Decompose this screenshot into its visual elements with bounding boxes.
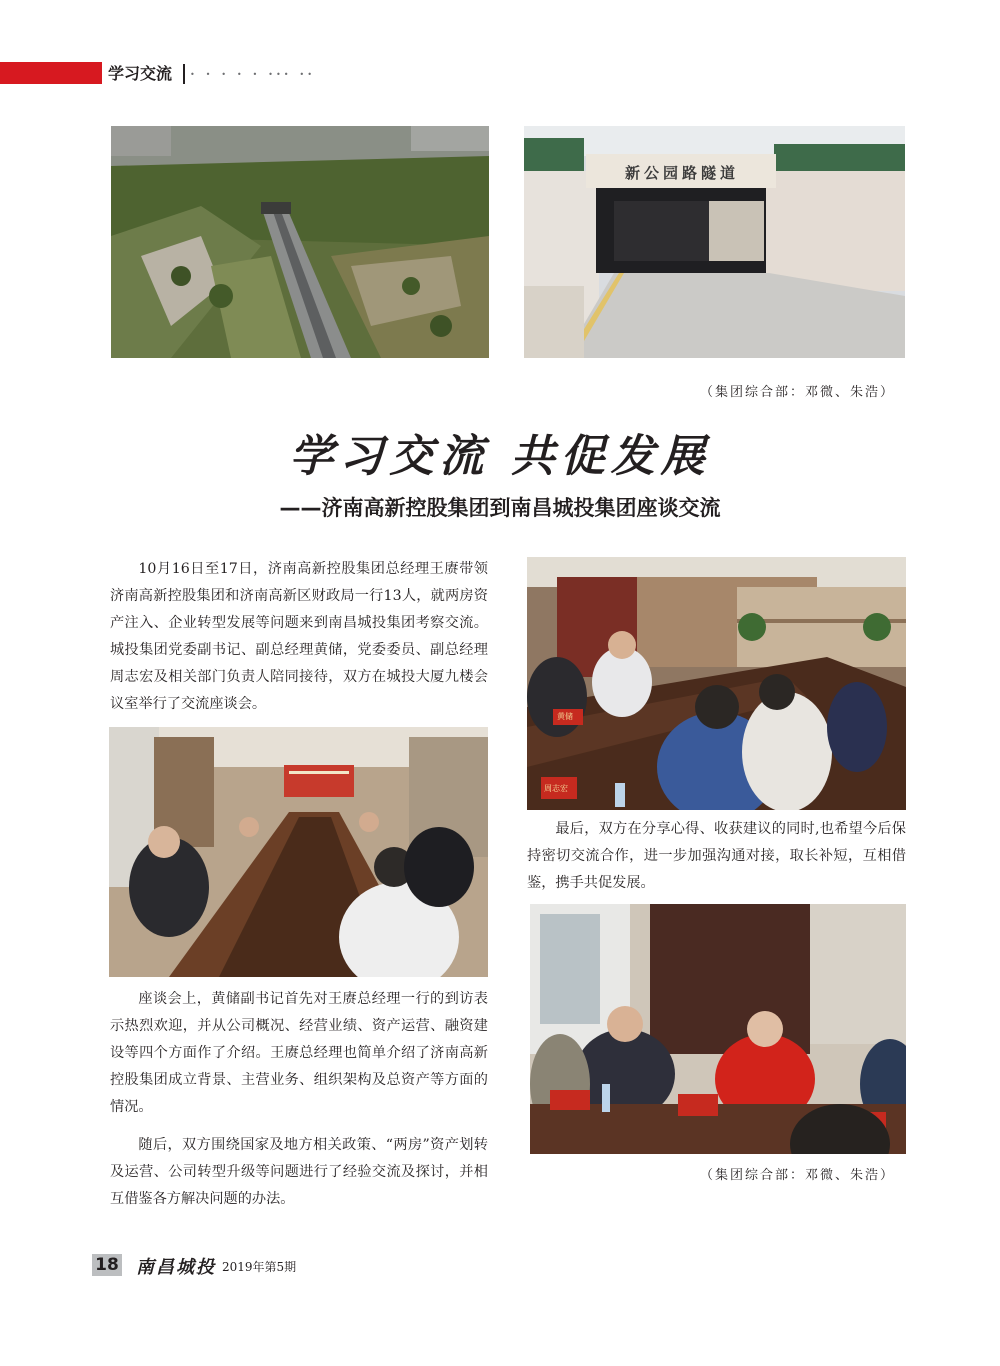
meeting-photo-right-bottom bbox=[530, 904, 906, 1154]
tunnel-sign-text: 新公园路隧道 bbox=[624, 164, 739, 182]
tunnel-photo-graphic bbox=[524, 126, 905, 358]
bottom-photo-caption: （集团综合部：邓微、朱浩） bbox=[700, 1168, 896, 1183]
section-title: 学习交流 bbox=[108, 64, 173, 83]
header-divider bbox=[183, 64, 185, 84]
article-subtitle: ——济南高新控股集团到南昌城投集团座谈交流 bbox=[279, 496, 721, 520]
meeting-photo-right-top-graphic bbox=[527, 557, 906, 810]
top-photo-caption: （集团综合部：邓微、朱浩） bbox=[700, 385, 896, 400]
nameplate-huang: 黄储 bbox=[557, 712, 573, 721]
meeting-photo-right-top bbox=[527, 557, 906, 810]
tunnel-photo bbox=[524, 126, 905, 358]
page-number: 18 bbox=[92, 1254, 122, 1276]
meeting-photo-right-bottom-graphic bbox=[530, 904, 906, 1154]
aerial-photo bbox=[111, 126, 489, 358]
meeting-photo-left bbox=[109, 727, 488, 977]
paragraph-intro: 10月16日至17日，济南高新控股集团总经理王赓带领济南高新控股集团和济南高新区财政局一行13人，就两房资产注入、企业转型发展等问题来到南昌城投集团考察交流。城投集团党委副书记、副总经理黄储，党委委员、副总经理周志宏及相关部门负责人陪同接待，双方在城投大厦九楼会议室举行了交流座谈会。 bbox=[110, 561, 488, 712]
header-dots: • • • • • ••• •• bbox=[190, 70, 316, 79]
meeting-photo-left-graphic bbox=[109, 727, 488, 977]
paragraph-conclusion: 最后，双方在分享心得、收获建议的同时,也希望今后保持密切交流合作，进一步加强沟通对接，取长补短，互相借鉴，携手共促发展。 bbox=[527, 821, 906, 891]
paragraph-discussion: 随后，双方围绕国家及地方相关政策、“两房”资产划转及运营、公司转型升级等问题进行了经验交流及探讨，并相互借鉴各方解决问题的办法。 bbox=[110, 1137, 488, 1207]
aerial-photo-graphic bbox=[111, 126, 489, 358]
header-red-bar bbox=[0, 62, 102, 84]
paragraph-meeting: 座谈会上，黄储副书记首先对王赓总经理一行的到访表示热烈欢迎，并从公司概况、经营业绩、资产运营、融资建设等四个方面作了介绍。王赓总经理也简单介绍了济南高新控股集团成立背景、主营业务、组织架构及总资产等方面的情况。 bbox=[110, 991, 488, 1115]
issue-label: 2019年第5期 bbox=[222, 1260, 297, 1274]
magazine-name: 南昌城投 bbox=[136, 1257, 216, 1278]
nameplate-zhou: 周志宏 bbox=[544, 784, 568, 793]
article-title: 学习交流 共促发展 bbox=[289, 431, 711, 482]
